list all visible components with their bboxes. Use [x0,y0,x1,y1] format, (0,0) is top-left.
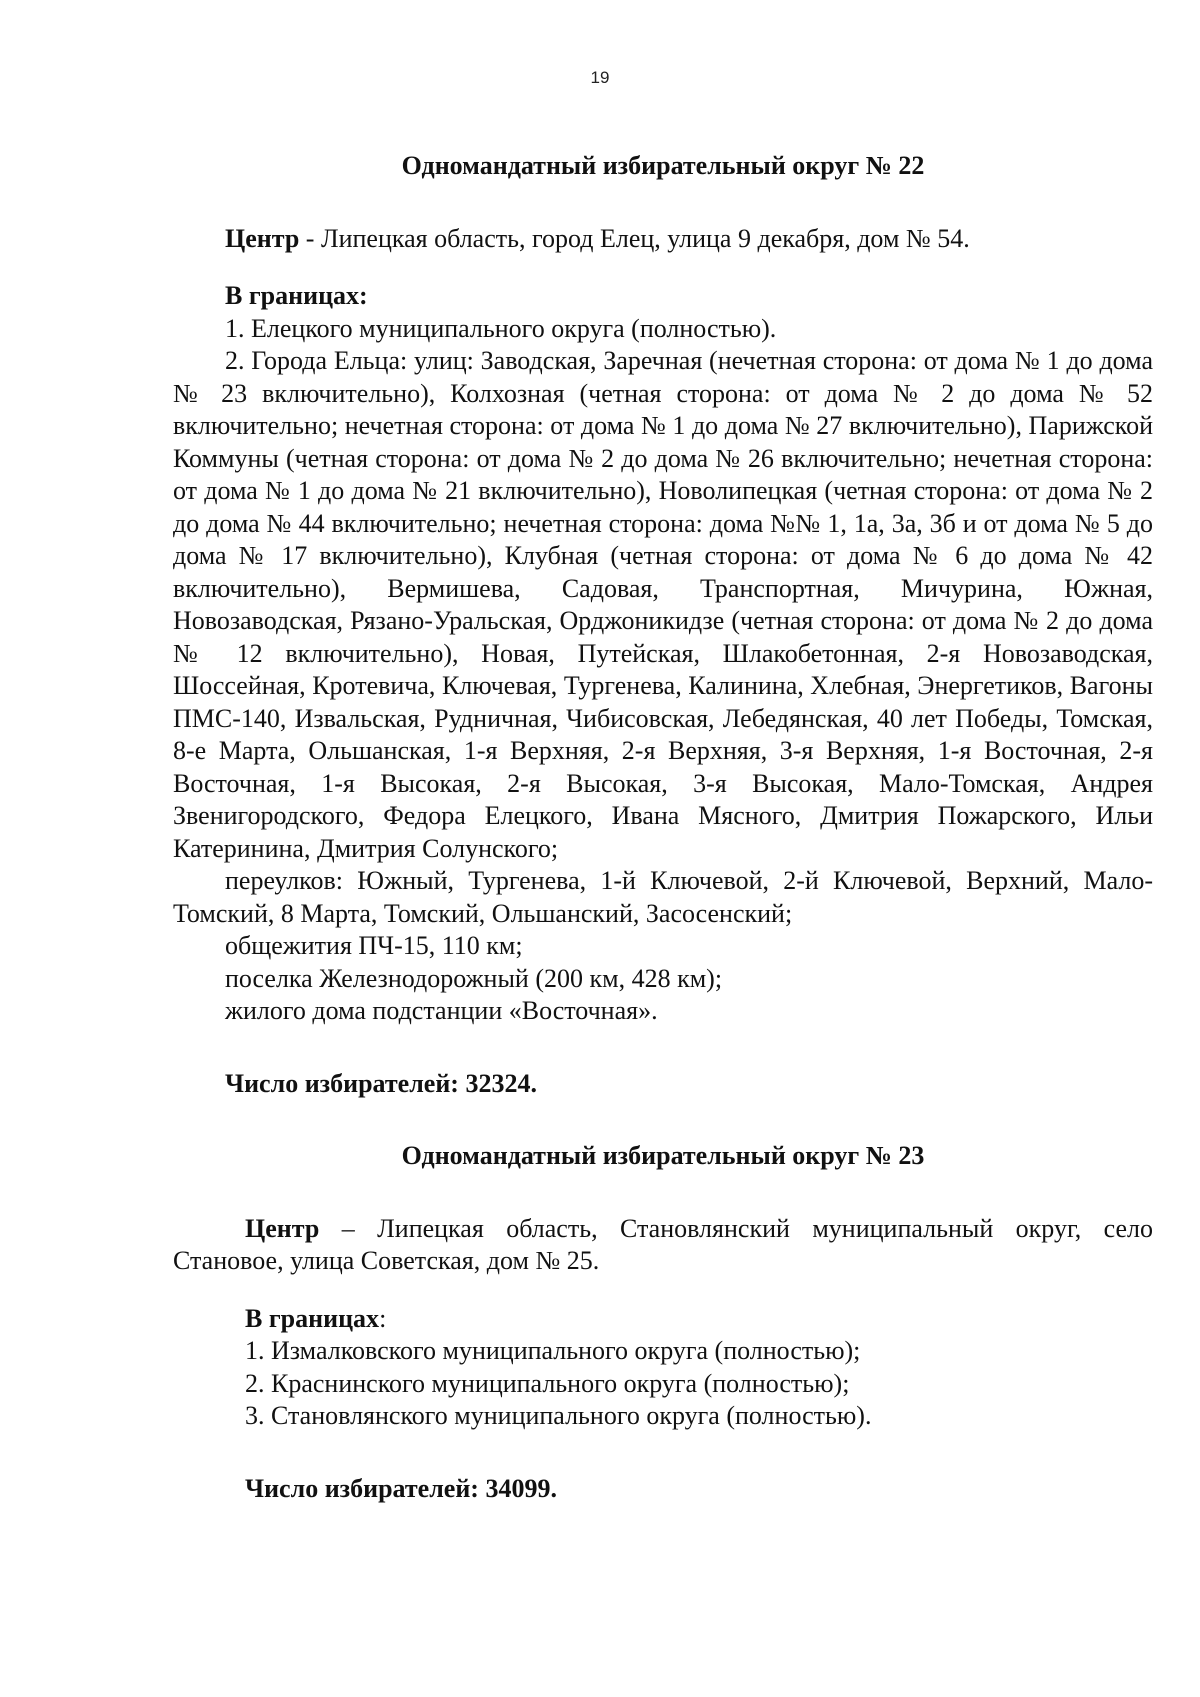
district-23-title: Одномандатный избирательный округ № 23 [401,1141,925,1170]
document-body [173,150,1153,1505]
district-23-boundaries-word: В границах [245,1303,380,1333]
district-22-center-label: Центр [225,223,300,253]
district-23-item-3: 3. Становлянского муниципального округа (полностью). [245,1401,872,1430]
district-23-center [173,1213,1153,1278]
district-22-voters: Число избирателей: 32324. [225,1068,537,1098]
district-22-settlement: поселка Железнодорожный (200 км, 428 км); [225,963,723,993]
district-23-item-1: 1. Измалковского муниципального округа (полностью); [245,1336,861,1365]
district-23-boundaries-colon: : [379,1303,387,1333]
district-22-boundaries-label: В границах: [225,281,368,310]
district-22-item-1: 1. Елецкого муниципального округа (полностью). [225,313,777,343]
district-23-center-text: – Липецкая область, Становлянский муниципальный округ, село Становое, улица Советская, дом № 25. [173,1213,1153,1275]
district-23-item-2: 2. Краснинского муниципального округа (полностью); [245,1368,850,1398]
district-23-center-label: Центр [245,1213,320,1243]
page-number: 19 [590,68,610,87]
district-22-title: Одномандатный избирательный округ № 22 [401,151,925,180]
district-22-center-text: - Липецкая область, город Елец, улица 9 декабря, дом № 54. [299,223,970,253]
district-22-item-2: 2. Города Ельца: улиц: Заводская, Заречная (нечетная сторона: от дома № 1 до дома № 23 включительно), Колхозная (четная сторона: от дома № 2 до дома № 52 включительно; нечетная сторона: от дома № 1 до дома № 27 включительно), Парижской Коммуны (четная сторона: от дома № 2 до дома № 26 включительно; нечетная сторона: от дома № 1 до дома № 21 включительно), Новолипецкая (четная сторона: от дома № 2 до дома № 44 включительно; нечетная сторона: дома №№ 1, 1а, 3а, 3б и от дома № 5 до дома № 17 включительно), Клубная (четная сторона: от дома № 6 до дома № 42 включительно), Вермишева, Садовая, Транспортная, Мичурина, Южная, Новозаводская, Рязано-Уральская, Орджоникидзе (четная сторона: от дома № 2 до дома № 12 включительно), Новая, Путейская, Шлакобетонная, 2-я Новозаводская, Шоссейная, Кротевича, Ключевая, Тургенева, Калинина, Хлебная, Энергетиков, Вагоны ПМС-140, Извальская, Рудничная, Чибисовская, Лебедянская, 40 лет Победы, Томская, 8-е Марта, Ольшанская, 1-я Верхняя, 2-я Верхняя, 3-я Верхняя, 1-я Восточная, 2-я Восточная, 1-я Высокая, 2-я Высокая, 3-я Высокая, Мало-Томская, Андрея Звенигородского, Федора Елецкого, Ивана Мясного, Дмитрия Пожарского, Ильи Катеринина, Дмитрия Солунского; [173,346,1153,863]
district-22-house: жилого дома подстанции «Восточная». [225,996,658,1025]
district-23-voters: Число избирателей: 34099. [245,1473,557,1503]
district-22-dormitory: общежития ПЧ-15, 110 км; [225,931,523,960]
district-22-lanes: переулков: Южный, Тургенева, 1-й Ключевой, 2-й Ключевой, Верхний, Мало-Томский, 8 Марта, Томский, Ольшанский, Засосенский; [173,866,1153,928]
district-22-center [173,223,1153,256]
district-23-boundaries-label [173,1303,1153,1336]
